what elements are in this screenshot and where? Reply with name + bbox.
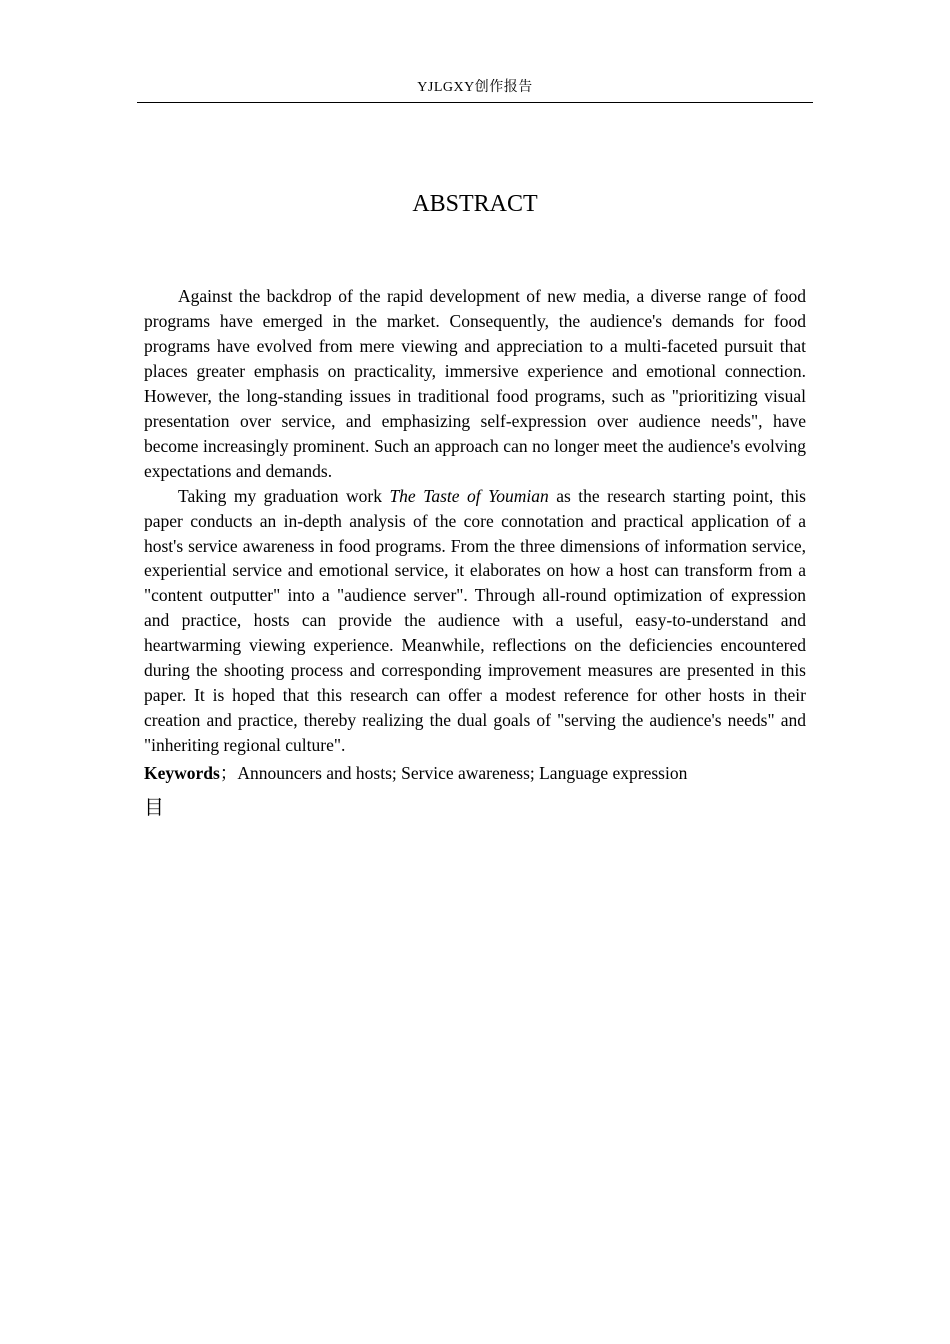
abstract-title: ABSTRACT (412, 191, 538, 217)
keywords-line (144, 760, 806, 787)
header-rule (137, 102, 813, 103)
abstract-body (144, 284, 806, 822)
paragraph-2-lead: Taking my graduation work (178, 485, 390, 506)
work-title: The Taste of Youmian (389, 485, 549, 506)
abstract-paragraph-2 (144, 484, 806, 758)
keywords-separator: ； (219, 763, 238, 784)
keywords-label: Keywords (144, 763, 220, 784)
running-header: YJLGXY创作报告 (417, 80, 533, 95)
keywords-text: Announcers and hosts; Service awareness; Language expression (237, 763, 688, 784)
abstract-paragraph-1: Against the backdrop of the rapid development of new media, a diverse range of food programs have emerged in the market. Consequently, the audience's demands for food programs have evolved from mere viewing and appreciation to a multi-faceted pursuit that places greater emphasis on practicality, immersive experience and emotional connection. However, the long-standing issues in traditional food programs, such as "prioritizing visual presentation over service, and emphasizing self-expression over audience needs", have become increasingly prominent. Such an approach can no longer meet the audience's evolving expectations and demands. (144, 286, 806, 481)
toc-heading-fragment: 目 (144, 795, 164, 820)
paragraph-2-rest: as the research starting point, this paper conducts an in-depth analysis of the core connotation and practical application of a host's service awareness in food programs. From the three dimensions of information service, experiential service and emotional service, it elaborates on how a host can transform from a "content outputter" into a "audience server". Through all-round optimization of expression and practice, hosts can provide the audience with a useful, easy-to-understand and heartwarming viewing experience. Meanwhile, reflections on the deficiencies encountered during the shooting process and corresponding improvement measures are presented in this paper. It is hoped that this research can offer a modest reference for other hosts in their creation and practice, thereby realizing the dual goals of "serving the audience's needs" and "inheriting regional culture". (144, 485, 806, 756)
